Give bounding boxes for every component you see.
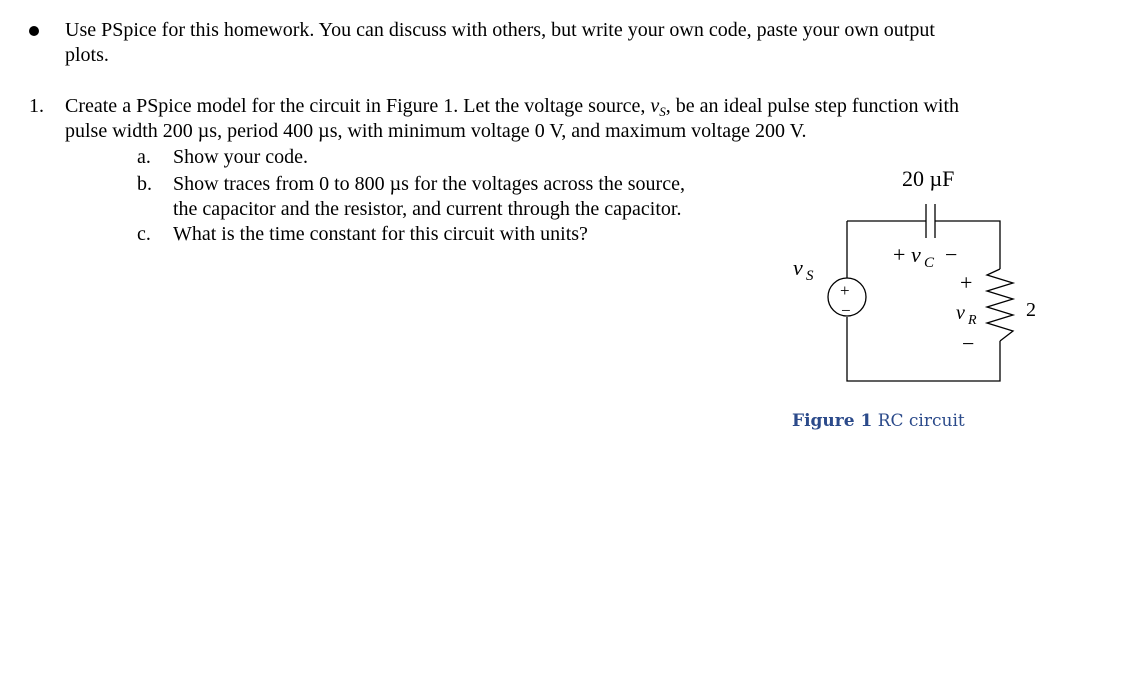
vs-variable-inline: v (650, 95, 660, 117)
instruction-line-2: plots. (65, 44, 109, 66)
vc-plus-sign: + (893, 242, 906, 267)
item-a-text: Show your code. (173, 146, 308, 168)
vs-variable-label: v (793, 255, 803, 280)
bullet-dot (29, 26, 39, 36)
figure-caption (792, 411, 965, 431)
vc-variable: v (911, 242, 921, 267)
capacitor-value-label: 20 µF (902, 166, 955, 191)
vc-minus-sign: − (945, 242, 958, 267)
item-c-marker: c. (137, 223, 151, 245)
item-b-text-line-1: Show traces from 0 to 800 µs for the voltages across the source, (173, 173, 685, 195)
problem-line-1-pre: Create a PSpice model for the circuit in Figure 1. Let the voltage source, (65, 95, 651, 117)
vs-subscript-label: S (806, 268, 814, 284)
vc-subscript: C (924, 255, 935, 271)
wire-bottom (847, 317, 1000, 381)
problem-line-2: pulse width 200 µs, period 400 µs, with minimum voltage 0 V, and maximum voltage 200 V. (65, 120, 807, 142)
source-minus-sign: − (841, 301, 851, 320)
vr-variable: v (956, 302, 965, 324)
instruction-line-1: Use PSpice for this homework. You can discuss with others, but write your own code, paste your own output (65, 19, 935, 41)
resistor-value-label: 2 (1026, 299, 1036, 321)
resistor-symbol (987, 269, 1013, 341)
vr-minus-sign: − (962, 331, 975, 356)
rc-circuit-diagram (780, 155, 1070, 395)
problem-number: 1. (29, 95, 44, 117)
item-c-text: What is the time constant for this circuit with units? (173, 223, 588, 245)
figure-caption-text: RC circuit (872, 411, 965, 431)
source-plus-sign: + (840, 281, 850, 300)
problem-line-1-post: , be an ideal pulse step function with (665, 95, 960, 117)
item-a-marker: a. (137, 146, 151, 168)
figure-caption-label: Figure 1 (792, 411, 873, 431)
vr-subscript: R (968, 313, 977, 328)
item-b-text-line-2: the capacitor and the resistor, and current through the capacitor. (173, 198, 682, 220)
vs-subscript-inline: S (659, 104, 666, 119)
capacitor-symbol (926, 204, 935, 238)
item-b-marker: b. (137, 173, 152, 195)
vr-plus-sign: + (960, 270, 973, 295)
circuit-wires (847, 221, 1000, 381)
